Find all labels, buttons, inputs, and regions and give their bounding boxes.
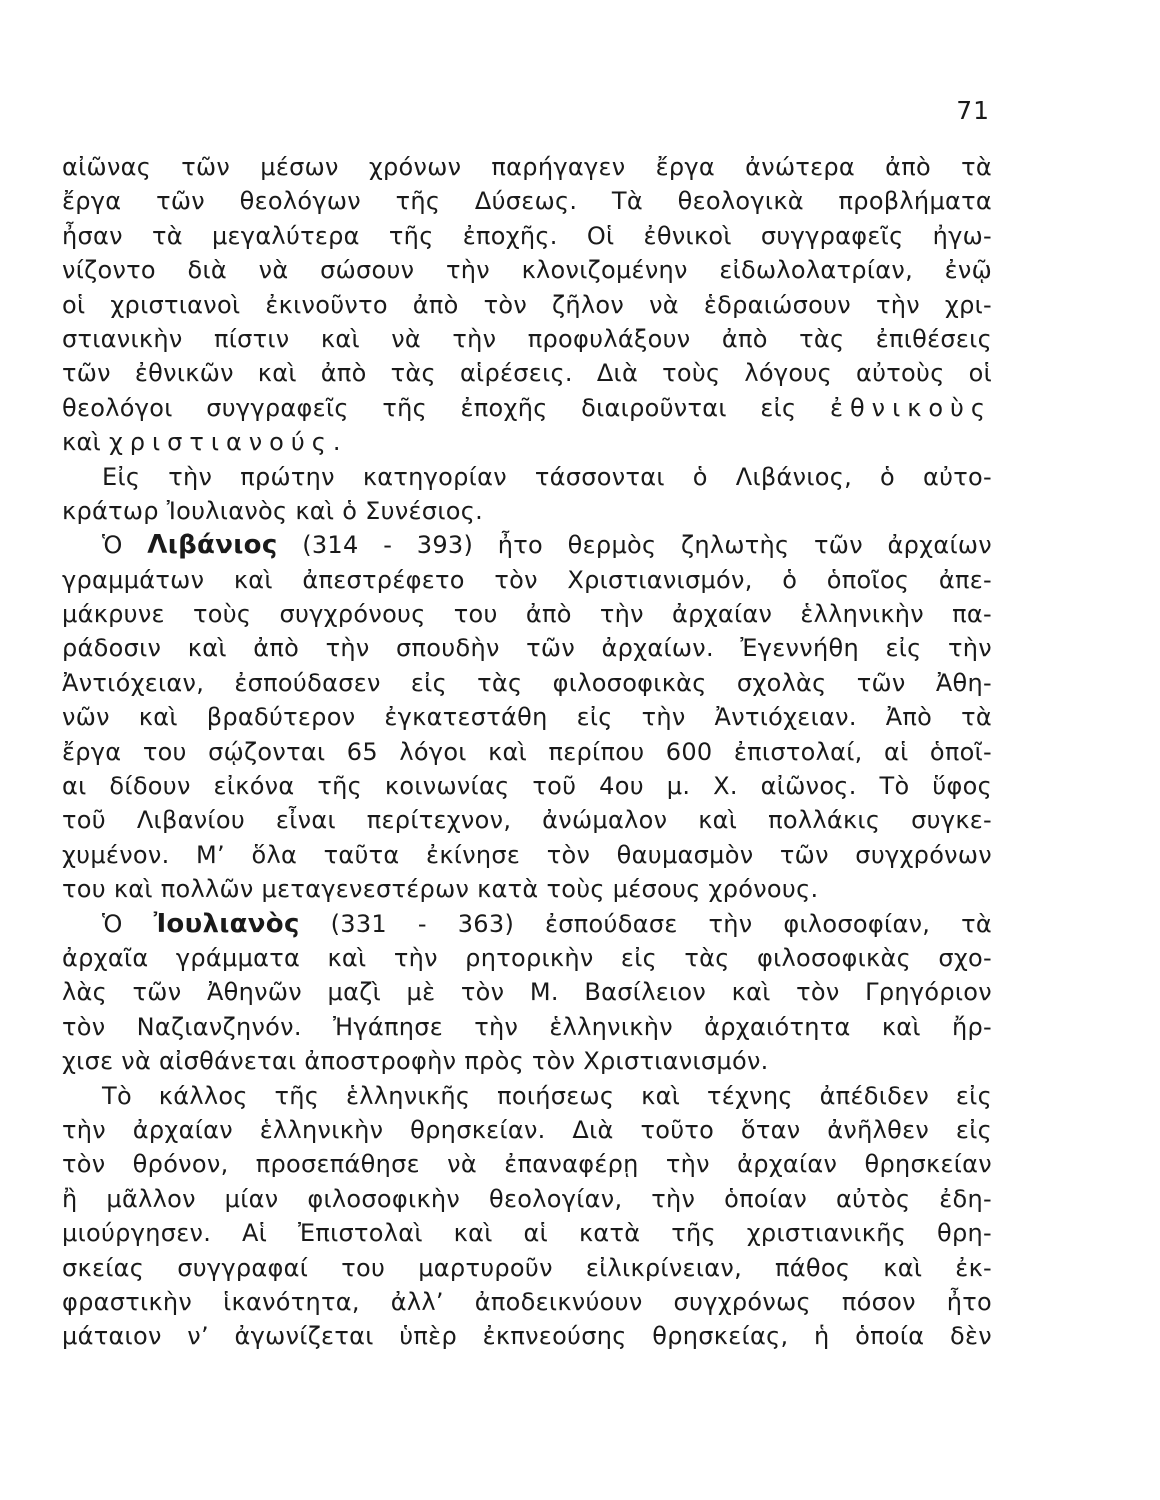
paragraph-1-line: ἔργα τῶν θεολόγων τῆς Δύσεως. Τὰ θεολογικὰ προβλήματα [62, 187, 992, 216]
paragraph-5-line: τὸν θρόνον, προσεπάθησε νὰ ἐπαναφέρῃ τὴν ἀρχαίαν θρησκείαν [62, 1150, 992, 1179]
paragraph-5-line: φραστικὴν ἱκανότητα, ἀλλ’ ἀποδεικνύουν συγχρόνως πόσον ἦτο [62, 1287, 992, 1316]
text-run: (331 - 363) ἐσπούδασε τὴν φιλοσοφίαν, τὰ [330, 909, 992, 938]
paragraph-3-line: μάκρυνε τοὺς συγχρόνους του ἀπὸ τὴν ἀρχαίαν ἑλληνικὴν πα- [62, 600, 992, 629]
emphasized-word: ἐθνικοὺς [830, 393, 992, 422]
paragraph-1-line: τῶν ἐθνικῶν καὶ ἀπὸ τὰς αἱρέσεις. Διὰ τοὺς λόγους αὐτοὺς οἱ [62, 359, 992, 388]
paragraph-3-line: Ἀντιόχειαν, ἐσπούδασεν εἰς τὰς φιλοσοφικὰς σχολὰς τῶν Ἀθη- [62, 668, 992, 697]
paragraph-3-line: γραμμάτων καὶ ἀπεστρέφετο τὸν Χριστιανισμόν, ὁ ὁποῖος ἀπε- [62, 565, 992, 594]
paragraph-4-line: τὸν Ναζιανζηνόν. Ἠγάπησε τὴν ἑλληνικὴν ἀρχαιότητα καὶ ἤρ- [62, 1012, 992, 1041]
heading-name-ioulianos: Ἰουλιανὸς [153, 908, 300, 939]
paragraph-3-line [62, 528, 992, 562]
paragraph-5-line: μάταιον ν’ ἀγωνίζεται ὑπὲρ ἐκπνεούσης θρησκείας, ἡ ὁποία δὲν [62, 1322, 992, 1351]
paragraph-3-line: νῶν καὶ βραδύτερον ἐγκατεστάθη εἰς τὴν Ἀντιόχειαν. Ἀπὸ τὰ [62, 703, 992, 732]
paragraph-4-line: χισε νὰ αἰσθάνεται ἀποστροφὴν πρὸς τὸν Χριστιανισμόν. [62, 1047, 769, 1076]
paragraph-1-line: νίζοντο διὰ νὰ σώσουν τὴν κλονιζομένην εἰδωλολατρίαν, ἐνῷ [62, 256, 992, 285]
paragraph-1-line [62, 391, 992, 425]
paragraph-1-line: οἱ χριστιανοὶ ἐκινοῦντο ἀπὸ τὸν ζῆλον νὰ ἑδραιώσουν τὴν χρι- [62, 290, 992, 319]
paragraph-3-line: αι δίδουν εἰκόνα τῆς κοινωνίας τοῦ 4ου μ. Χ. αἰῶνος. Τὸ ὕφος [62, 772, 992, 801]
paragraph-3-line: ἔργα του σῴζονται 65 λόγοι καὶ περίπου 600 ἐπιστολαί, αἱ ὁποῖ- [62, 737, 992, 766]
paragraph-2-line: Εἰς τὴν πρώτην κατηγορίαν τάσσονται ὁ Λιβάνιος, ὁ αὐτο- [102, 462, 992, 491]
paragraph-4-line: ἀρχαῖα γράμματα καὶ τὴν ρητορικὴν εἰς τὰς φιλοσοφικὰς σχο- [62, 943, 992, 972]
paragraph-1-line [62, 425, 992, 459]
heading-name-libanios: Λιβάνιος [147, 530, 278, 561]
emphasized-word: χριστιανούς. [108, 428, 348, 457]
text-run: θεολόγοι συγγραφεῖς τῆς ἐποχῆς διαιροῦνται εἰς [62, 393, 797, 422]
text-run: (314 - 393) ἦτο θερμὸς ζηλωτὴς τῶν ἀρχαίων [302, 531, 992, 560]
paragraph-5-line: σκείας συγγραφαί του μαρτυροῦν εἰλικρίνειαν, πάθος καὶ ἐκ- [62, 1253, 992, 1282]
text-run: καὶ [62, 428, 101, 457]
text-run: Ὁ [102, 531, 123, 560]
paragraph-5-line: μιούργησεν. Αἱ Ἐπιστολαὶ καὶ αἱ κατὰ τῆς χριστιανικῆς θρη- [62, 1219, 992, 1248]
page-number: 71 [956, 96, 990, 125]
body-text [62, 150, 992, 1354]
paragraph-4-line: λὰς τῶν Ἀθηνῶν μαζὶ μὲ τὸν Μ. Βασίλειον καὶ τὸν Γρηγόριον [62, 978, 992, 1007]
paragraph-5-line: ἢ μᾶλλον μίαν φιλοσοφικὴν θεολογίαν, τὴν ὁποίαν αὐτὸς ἐδη- [62, 1184, 992, 1213]
paragraph-3-line: του καὶ πολλῶν μεταγενεστέρων κατὰ τοὺς μέσους χρόνους. [62, 875, 819, 904]
paragraph-5-line: Τὸ κάλλος τῆς ἑλληνικῆς ποιήσεως καὶ τέχνης ἀπέδιδεν εἰς [102, 1081, 992, 1110]
paragraph-3-line: ράδοσιν καὶ ἀπὸ τὴν σπουδὴν τῶν ἀρχαίων. Ἐγεννήθη εἰς τὴν [62, 634, 992, 663]
paragraph-5-line: τὴν ἀρχαίαν ἑλληνικὴν θρησκείαν. Διὰ τοῦτο ὅταν ἀνῆλθεν εἰς [62, 1115, 992, 1144]
paragraph-3-line: τοῦ Λιβανίου εἶναι περίτεχνον, ἀνώμαλον καὶ πολλάκις συγκε- [62, 806, 992, 835]
text-run: Ὁ [102, 909, 123, 938]
paragraph-1-line: ἦσαν τὰ μεγαλύτερα τῆς ἐποχῆς. Οἱ ἐθνικοὶ συγγραφεῖς ἠγω- [62, 221, 992, 250]
paragraph-3-line: χυμένον. Μ’ ὅλα ταῦτα ἐκίνησε τὸν θαυμασμὸν τῶν συγχρόνων [62, 840, 992, 869]
paragraph-1-line: στιανικὴν πίστιν καὶ νὰ τὴν προφυλάξουν ἀπὸ τὰς ἐπιθέσεις [62, 324, 992, 353]
paragraph-2-line: κράτωρ Ἰουλιανὸς καὶ ὁ Συνέσιος. [62, 496, 484, 525]
paragraph-1-line: αἰῶνας τῶν μέσων χρόνων παρήγαγεν ἔργα ἀνώτερα ἀπὸ τὰ [62, 153, 992, 181]
paragraph-4-line [62, 907, 992, 941]
